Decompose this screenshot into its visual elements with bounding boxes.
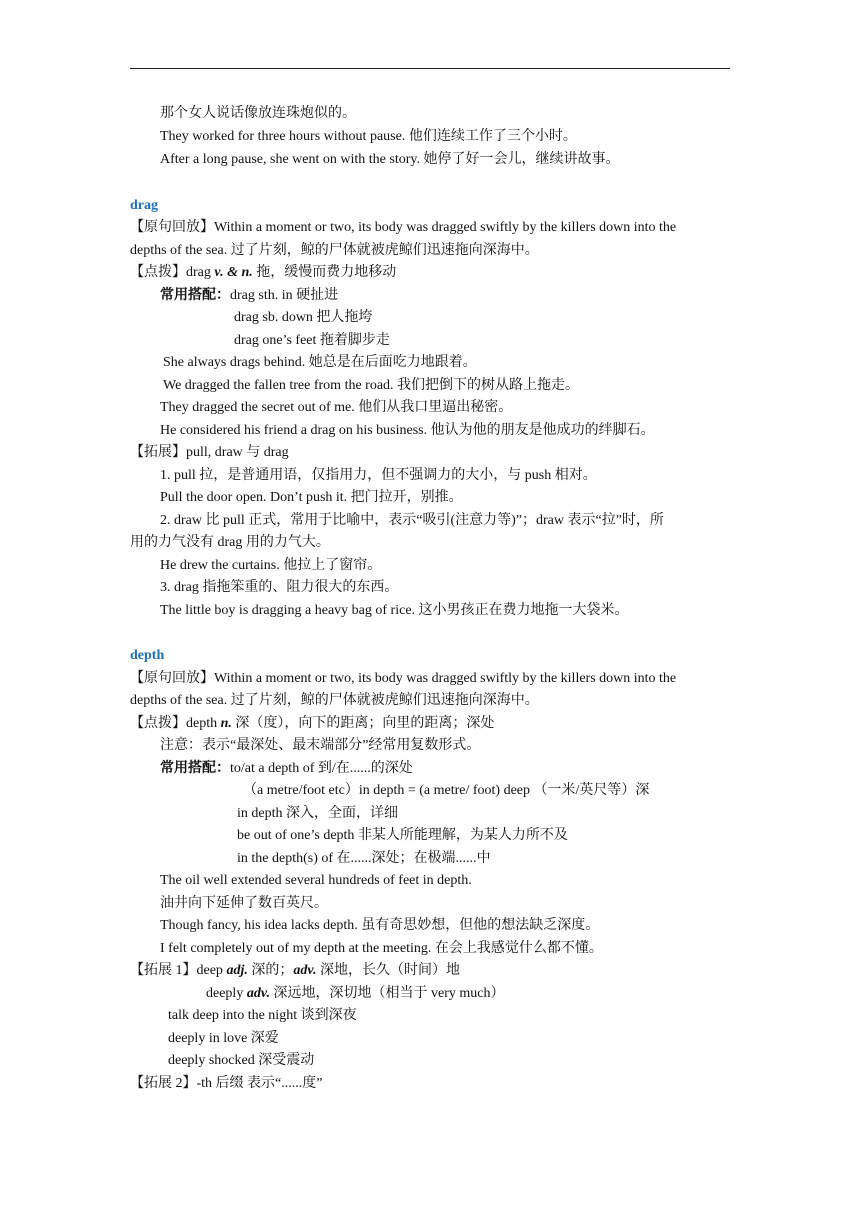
heading-depth: depth	[130, 648, 165, 663]
text-line: drag sb. down 把人拖垮	[234, 310, 373, 325]
text-run: drag sth. in 硬扯进	[230, 288, 339, 303]
text-line: 【拓展】pull, draw 与 drag	[130, 445, 289, 460]
label-collocations: 常用搭配：	[160, 761, 230, 776]
text-line: The oil well extended several hundreds of feet in depth.	[160, 873, 472, 888]
text-line: Pull the door open. Don’t push it. 把门拉开，别推。	[160, 490, 463, 505]
text-run: to/at a depth of 到/在......的深处	[230, 761, 413, 776]
text-line	[206, 984, 505, 1004]
text-line: 2. draw 比 pull 正式，常用于比喻中，表示“吸引(注意力等)”；draw 表示“拉”时，所	[160, 513, 664, 528]
text-line	[130, 714, 494, 734]
text-line: talk deep into the night 谈到深夜	[168, 1008, 357, 1023]
text-line: He drew the curtains. 他拉上了窗帘。	[160, 558, 382, 573]
text-line: He considered his friend a drag on his business. 他认为他的朋友是他成功的绊脚石。	[160, 423, 655, 438]
part-of-speech: adv.	[246, 986, 271, 1001]
part-of-speech: adv.	[293, 963, 317, 978]
text-line	[130, 263, 396, 283]
text-line	[130, 961, 460, 981]
text-line: （a metre/foot etc）in depth = (a metre/ foot) deep （一米/英尺等）深	[243, 783, 650, 798]
text-line: She always drags behind. 她总是在后面吃力地跟着。	[163, 355, 477, 370]
text-line: drag one’s feet 拖着脚步走	[234, 333, 390, 348]
label-collocations: 常用搭配：	[160, 288, 230, 303]
header-rule	[130, 68, 730, 69]
text-line: 【拓展 2】-th 后缀 表示“......度”	[130, 1076, 323, 1091]
text-run: 【点拨】drag	[130, 265, 211, 280]
heading-drag: drag	[130, 198, 158, 213]
text-run: 【拓展 1】deep	[130, 963, 223, 978]
text-line: 3. drag 指拖笨重的、阻力很大的东西。	[160, 580, 399, 595]
text-line: After a long pause, she went on with the story. 她停了好一会儿，继续讲故事。	[160, 152, 620, 167]
text-line: deeply in love 深爱	[168, 1031, 279, 1046]
text-line: in the depth(s) of 在......深处；在极端......中	[237, 851, 491, 866]
part-of-speech: v. & n.	[214, 265, 253, 280]
part-of-speech: n.	[220, 716, 232, 731]
text-line: 【原句回放】Within a moment or two, its body was dragged swiftly by the killers down into the	[130, 220, 677, 235]
text-line: I felt completely out of my depth at the meeting. 在会上我感觉什么都不懂。	[160, 941, 603, 956]
text-run: 拖，缓慢而费力地移动	[252, 265, 397, 280]
text-run: 【点拨】depth	[130, 716, 218, 731]
text-line: 【原句回放】Within a moment or two, its body was dragged swiftly by the killers down into the	[130, 671, 677, 686]
text-line	[160, 286, 338, 306]
text-run: 深远地，深切地（相当于 very much）	[270, 986, 505, 1001]
text-line: 那个女人说话像放连珠炮似的。	[160, 106, 356, 121]
text-line: deeply shocked 深受震动	[168, 1053, 315, 1068]
text-line: We dragged the fallen tree from the road. 我们把倒下的树从路上拖走。	[163, 378, 580, 393]
text-line: They worked for three hours without pause. 他们连续工作了三个小时。	[160, 129, 577, 144]
text-line: They dragged the secret out of me. 他们从我口里逼出秘密。	[160, 400, 513, 415]
text-run: deeply	[206, 986, 244, 1001]
text-line: 注意：表示“最深处、最末端部分”经常用复数形式。	[160, 738, 481, 753]
text-line: be out of one’s depth 非某人所能理解，为某人力所不及	[237, 828, 568, 843]
text-line: depths of the sea. 过了片刻，鲸的尸体就被虎鲸们迅速拖向深海中。	[130, 693, 539, 708]
text-line: 1. pull 拉，是普通用语，仅指用力，但不强调力的大小，与 push 相对。	[160, 468, 597, 483]
text-line: in depth 深入，全面，详细	[237, 806, 398, 821]
part-of-speech: adj.	[226, 963, 248, 978]
text-line: The little boy is dragging a heavy bag of rice. 这小男孩正在费力地拖一大袋米。	[160, 603, 629, 618]
text-run: 深地，长久（时间）地	[316, 963, 461, 978]
text-line: 油井向下延伸了数百英尺。	[160, 896, 328, 911]
text-line: 用的力气没有 drag 用的力气大。	[130, 535, 330, 550]
text-line: Though fancy, his idea lacks depth. 虽有奇思妙想，但他的想法缺乏深度。	[160, 918, 600, 933]
text-line	[160, 759, 413, 779]
text-run: 深的；	[247, 963, 294, 978]
text-run: 深（度），向下的距离；向里的距离；深处	[231, 716, 495, 731]
text-line: depths of the sea. 过了片刻，鲸的尸体就被虎鲸们迅速拖向深海中。	[130, 243, 539, 258]
